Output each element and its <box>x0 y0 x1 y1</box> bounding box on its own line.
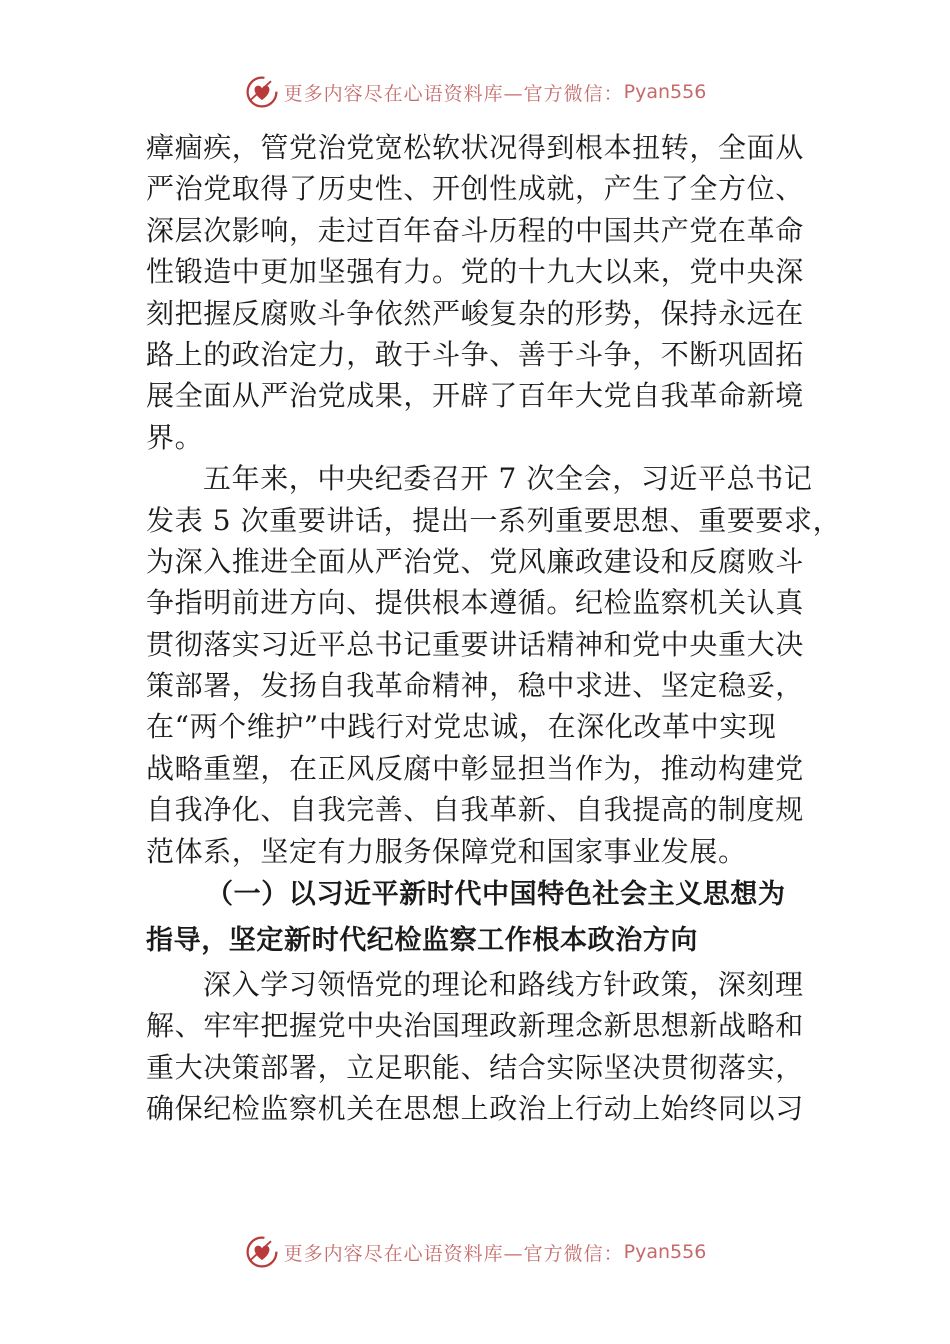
footer-watermark <box>0 1232 950 1272</box>
watermark-text: 更多内容尽在心语资料库—官方微信： <box>283 82 624 105</box>
watermark-text: 更多内容尽在心语资料库—官方微信： <box>283 1242 624 1265</box>
text-line: 重大决策部署，立足职能、结合实际坚决贯彻落实， <box>146 1050 804 1084</box>
text-line: 确保纪检监察机关在思想上政治上行动上始终同以习 <box>146 1092 804 1126</box>
paragraph-3 <box>146 964 826 1130</box>
text-line: 深层次影响，走过百年奋斗历程的中国共产党在革命 <box>146 213 804 247</box>
text-line: 展全面从严治党成果，开辟了百年大党自我革命新境 <box>146 379 804 413</box>
text-line: 性锻造中更加坚强有力。党的十九大以来，党中央深 <box>146 255 804 289</box>
text-line: 解、牢牢把握党中央治国理政新理念新思想新战略和 <box>146 1009 804 1043</box>
text-line: 策部署，发扬自我革命精神，稳中求进、坚定稳妥， <box>146 669 804 703</box>
text-line: 界。 <box>146 420 204 454</box>
text-line: 争指明前进方向、提供根本遵循。纪检监察机关认真 <box>146 586 804 620</box>
heart-logo-icon <box>244 74 280 110</box>
section-heading <box>146 872 826 964</box>
text-line: 范体系，坚定有力服务保障党和国家事业发展。 <box>146 834 747 868</box>
text-line: 瘴痼疾，管党治党宽松软状况得到根本扭转，全面从 <box>146 131 804 164</box>
watermark-wechat-id: Pyan556 <box>623 81 707 103</box>
text-line: 战略重塑，在正风反腐中彰显担当作为，推动构建党 <box>146 751 804 785</box>
text-line: 五年来，中央纪委召开 7 次全会，习近平总书记 <box>203 462 813 496</box>
text-line: 为深入推进全面从严治党、党风廉政建设和反腐败斗 <box>146 544 804 578</box>
heading-line: 指导，坚定新时代纪检监察工作根本政治方向 <box>146 925 698 957</box>
text-line: 路上的政治定力，敢于斗争、善于斗争，不断巩固拓 <box>146 337 804 371</box>
text-line: 严治党取得了历史性、开创性成就，产生了全方位、 <box>146 172 804 206</box>
document-body <box>146 127 842 1130</box>
heading-line: （一）以习近平新时代中国特色社会主义思想为 <box>206 879 786 911</box>
heart-logo-icon <box>244 1234 280 1270</box>
text-line: 刻把握反腐败斗争依然严峻复杂的形势，保持永远在 <box>146 296 804 330</box>
paragraph-1 <box>146 127 826 458</box>
text-line: 贯彻落实习近平总书记重要讲话精神和党中央重大决 <box>146 627 804 661</box>
text-line: 在“两个维护”中践行对党忠诚，在深化改革中实现 <box>146 710 777 744</box>
header-watermark <box>0 72 950 112</box>
text-line: 自我净化、自我完善、自我革新、自我提高的制度规 <box>146 793 804 827</box>
paragraph-2 <box>146 458 842 872</box>
text-line: 发表 5 次重要讲话，提出一系列重要思想、重要要求， <box>146 503 842 537</box>
watermark-wechat-id: Pyan556 <box>623 1241 707 1263</box>
text-line: 深入学习领悟党的理论和路线方针政策，深刻理 <box>203 968 804 1002</box>
